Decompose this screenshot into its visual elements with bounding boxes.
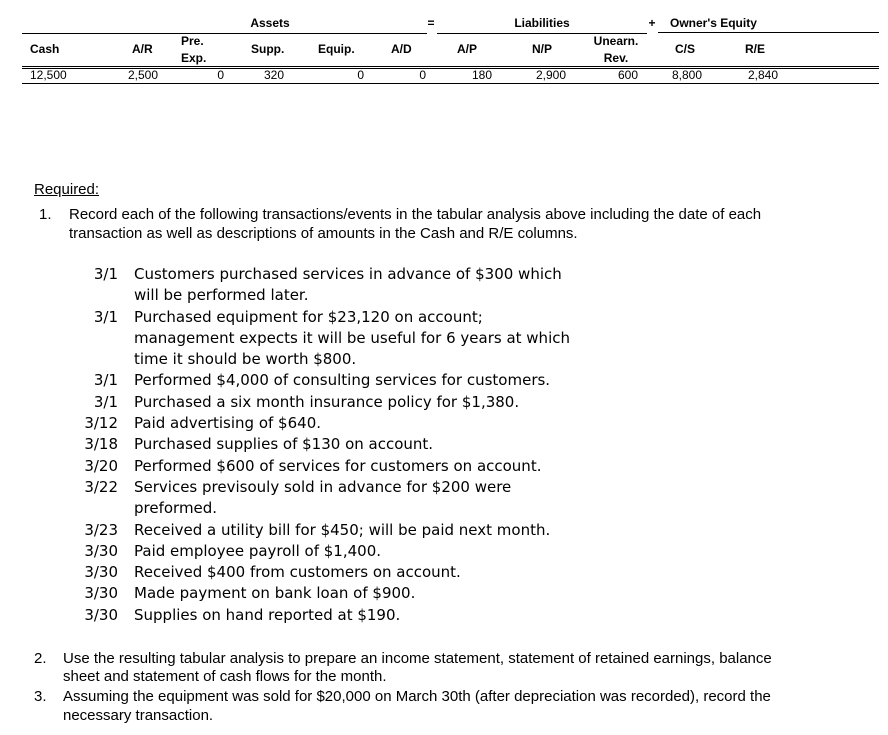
transaction-item (82, 541, 570, 562)
transaction-text: will be performed later. (134, 286, 309, 305)
transaction-item (82, 456, 570, 477)
transaction-text: Made payment on bank loan of $900. (134, 584, 416, 603)
col-header-np: N/P (532, 42, 553, 56)
transaction-date: 3/1 (93, 392, 118, 411)
transaction-text: Performed $600 of services for customers on account. (134, 456, 542, 475)
col-header-ad: A/D (391, 42, 412, 56)
transaction-item (82, 370, 570, 391)
liabilities-group-header: Liabilities (514, 16, 570, 30)
equals-sign: = (427, 16, 435, 30)
transaction-text: Services previsouly sold in advance for $200 were (134, 477, 512, 496)
item3-text-line1: Assuming the equipment was sold for $20,000 on March 30th (after depreciation was recorded), record the (63, 688, 771, 705)
transaction-date: 3/30 (84, 605, 118, 624)
col-header-cash: Cash (30, 42, 60, 56)
transaction-text: management expects it will be useful for 6 years at which (134, 328, 570, 347)
transaction-date: 3/12 (84, 414, 118, 433)
transaction-item (82, 605, 570, 626)
item3-text-line2: necessary transaction. (63, 707, 214, 724)
col-header-cs: C/S (675, 42, 696, 56)
transaction-text: Purchased a six month insurance policy for $1,380. (134, 392, 520, 411)
cell-supp: 320 (264, 68, 285, 82)
transaction-text: Received a utility bill for $450; will be paid next month. (134, 520, 551, 539)
col-header-unearn-1: Unearn. (593, 34, 639, 48)
plus-sign: + (648, 16, 656, 30)
cell-ad: 0 (419, 68, 426, 82)
transaction-item (82, 520, 570, 541)
transaction-text: Supplies on hand reported at $190. (134, 605, 401, 624)
transaction-text: time it should be worth $800. (134, 350, 357, 369)
transaction-text: Purchased supplies of $130 on account. (134, 435, 434, 454)
transaction-date: 3/22 (84, 477, 118, 496)
transaction-item (82, 413, 570, 434)
transaction-text: Performed $4,000 of consulting services for customers. (134, 371, 551, 390)
item1-number: 1. (39, 206, 52, 223)
item3-number: 3. (34, 688, 47, 705)
cell-cash: 12,500 (30, 68, 67, 82)
transaction-text: Customers purchased services in advance of $300 which (134, 265, 562, 283)
cell-np: 2,900 (536, 68, 567, 82)
transaction-text: Paid advertising of $640. (134, 414, 322, 433)
transaction-item (82, 434, 570, 455)
transaction-date: 3/1 (93, 371, 118, 390)
transaction-date: 3/30 (84, 541, 118, 560)
col-header-pre-exp-2: Exp. (181, 51, 207, 65)
item2-number: 2. (34, 650, 47, 667)
transaction-item (82, 562, 570, 583)
equity-group-header: Owner's Equity (670, 16, 757, 30)
col-header-equip: Equip. (318, 42, 355, 56)
transaction-date: 3/18 (84, 435, 118, 454)
transaction-item (82, 477, 570, 520)
transaction-item (82, 307, 570, 371)
col-header-ap: A/P (457, 42, 478, 56)
item1-text-line1: Record each of the following transactions/events in the tabular analysis above including the date of each (69, 206, 762, 223)
header-rule-1 (22, 66, 879, 67)
item1-text-line2: transaction as well as descriptions of amounts in the Cash and R/E columns. (69, 225, 578, 242)
cell-pre-exp: 0 (217, 68, 224, 82)
transaction-item (82, 392, 570, 413)
col-header-unearn-2: Rev. (603, 51, 629, 65)
col-header-supp: Supp. (251, 42, 285, 56)
transaction-date: 3/1 (93, 307, 118, 326)
cell-equip: 0 (357, 68, 364, 82)
cell-ap: 180 (471, 68, 492, 82)
item2-text-line1: Use the resulting tabular analysis to prepare an income statement, statement of retained earnings, balance (63, 650, 772, 667)
item2-text-line2: sheet and statement of cash flows for the month. (63, 668, 387, 685)
col-header-re: R/E (745, 42, 766, 56)
transaction-date: 3/20 (84, 456, 118, 475)
assets-group-header: Assets (250, 16, 290, 30)
cell-ar: 2,500 (128, 68, 159, 82)
equity-top-rule (658, 32, 879, 33)
cell-re: 2,840 (748, 68, 779, 82)
transaction-item (82, 264, 570, 307)
cell-unearn: 600 (617, 68, 638, 82)
transaction-date: 3/30 (84, 584, 118, 603)
transaction-list (82, 264, 570, 626)
transaction-item (82, 583, 570, 604)
values-bottom-rule (22, 83, 879, 84)
transaction-date: 3/1 (93, 265, 118, 283)
transaction-text: Received $400 from customers on account. (134, 563, 461, 582)
transaction-text: Purchased equipment for $23,120 on account; (134, 307, 483, 326)
col-header-ar: A/R (132, 42, 153, 56)
cell-cs: 8,800 (672, 68, 703, 82)
transaction-date: 3/23 (84, 520, 118, 539)
transaction-text: preformed. (134, 499, 218, 518)
transaction-date: 3/30 (84, 563, 118, 582)
col-header-pre-exp-1: Pre. (181, 34, 204, 48)
transaction-text: Paid employee payroll of $1,400. (134, 541, 382, 560)
required-heading: Required: (34, 181, 100, 198)
assets-top-rule (22, 33, 427, 34)
